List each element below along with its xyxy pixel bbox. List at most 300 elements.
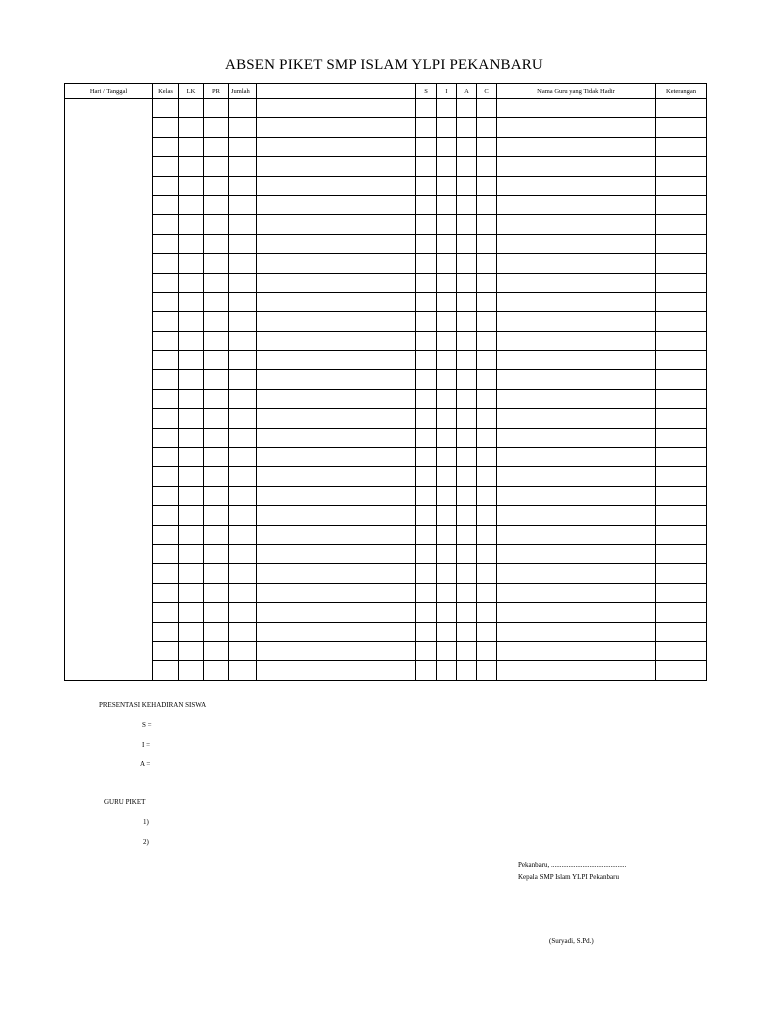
table-cell — [179, 157, 204, 176]
table-cell — [153, 389, 179, 408]
table-cell — [257, 603, 416, 622]
header-kelas: Kelas — [153, 84, 179, 99]
table-cell — [416, 544, 437, 563]
table-cell — [437, 254, 457, 273]
table-cell — [656, 467, 707, 486]
table-cell — [257, 234, 416, 253]
table-cell — [179, 641, 204, 660]
table-row — [65, 467, 707, 486]
table-cell — [229, 292, 257, 311]
table-cell — [656, 273, 707, 292]
table-cell — [179, 544, 204, 563]
table-cell — [229, 622, 257, 641]
table-cell — [497, 234, 656, 253]
table-cell — [416, 234, 437, 253]
table-cell — [153, 176, 179, 195]
attendance-s-label: S = — [142, 721, 152, 729]
table-row — [65, 603, 707, 622]
table-cell — [204, 370, 229, 389]
table-cell — [656, 195, 707, 214]
table-cell — [437, 525, 457, 544]
table-cell — [457, 370, 477, 389]
table-cell — [257, 118, 416, 137]
header-i: I — [437, 84, 457, 99]
table-cell — [229, 409, 257, 428]
table-cell — [153, 312, 179, 331]
table-header-row — [65, 84, 707, 99]
table-row — [65, 641, 707, 660]
table-cell — [179, 506, 204, 525]
table-cell — [437, 409, 457, 428]
attendance-i-label: I = — [142, 741, 151, 749]
table-row — [65, 370, 707, 389]
table-cell — [153, 234, 179, 253]
table-cell — [437, 506, 457, 525]
attendance-a-label: A = — [140, 760, 151, 768]
table-cell — [179, 254, 204, 273]
table-cell — [229, 331, 257, 350]
table-cell — [204, 603, 229, 622]
table-cell — [257, 448, 416, 467]
table-cell — [477, 583, 497, 602]
table-cell — [497, 641, 656, 660]
table-cell — [179, 389, 204, 408]
table-cell — [457, 506, 477, 525]
table-cell — [179, 99, 204, 118]
table-cell — [153, 641, 179, 660]
header-pr: PR — [204, 84, 229, 99]
table-cell — [204, 351, 229, 370]
table-cell — [477, 622, 497, 641]
table-cell — [656, 544, 707, 563]
table-cell — [257, 331, 416, 350]
table-cell — [179, 312, 204, 331]
table-cell — [229, 195, 257, 214]
table-cell — [257, 564, 416, 583]
table-cell — [153, 195, 179, 214]
table-cell — [204, 331, 229, 350]
table-cell — [477, 544, 497, 563]
table-cell — [437, 176, 457, 195]
guru-piket-item-1: 1) — [143, 818, 149, 826]
table-cell — [457, 215, 477, 234]
table-cell — [416, 137, 437, 156]
table-cell — [457, 176, 477, 195]
table-cell — [204, 544, 229, 563]
table-row — [65, 544, 707, 563]
table-cell — [204, 467, 229, 486]
table-cell — [656, 176, 707, 195]
table-cell — [497, 525, 656, 544]
table-cell — [656, 234, 707, 253]
table-cell — [497, 409, 656, 428]
table-cell — [416, 99, 437, 118]
table-row — [65, 661, 707, 680]
table-cell — [153, 351, 179, 370]
table-cell — [153, 486, 179, 505]
table-cell — [437, 331, 457, 350]
table-cell — [153, 467, 179, 486]
table-cell — [497, 215, 656, 234]
table-row — [65, 312, 707, 331]
table-cell — [229, 99, 257, 118]
table-cell — [229, 641, 257, 660]
table-cell — [477, 641, 497, 660]
table-cell — [416, 157, 437, 176]
table-cell — [477, 370, 497, 389]
table-cell — [229, 234, 257, 253]
table-cell — [179, 661, 204, 680]
table-cell — [437, 389, 457, 408]
table-cell — [497, 118, 656, 137]
table-cell — [229, 448, 257, 467]
header-keterangan: Keterangan — [656, 84, 707, 99]
table-cell — [497, 506, 656, 525]
table-cell — [257, 544, 416, 563]
table-cell — [204, 215, 229, 234]
table-row — [65, 525, 707, 544]
table-cell — [204, 583, 229, 602]
table-row — [65, 331, 707, 350]
table-cell — [416, 525, 437, 544]
table-cell — [437, 428, 457, 447]
table-cell — [416, 486, 437, 505]
table-row — [65, 622, 707, 641]
table-cell — [437, 641, 457, 660]
table-cell — [477, 448, 497, 467]
table-cell — [204, 312, 229, 331]
table-cell — [656, 506, 707, 525]
table-cell — [204, 137, 229, 156]
table-cell — [497, 370, 656, 389]
table-cell — [477, 389, 497, 408]
table-cell — [179, 467, 204, 486]
table-cell — [497, 603, 656, 622]
table-cell — [457, 448, 477, 467]
table-row — [65, 448, 707, 467]
table-cell — [229, 661, 257, 680]
table-cell — [457, 544, 477, 563]
table-cell — [477, 99, 497, 118]
table-cell — [179, 215, 204, 234]
table-cell — [153, 331, 179, 350]
table-row — [65, 273, 707, 292]
page-title: ABSEN PIKET SMP ISLAM YLPI PEKANBARU — [225, 57, 543, 73]
table-cell — [656, 215, 707, 234]
table-cell — [457, 428, 477, 447]
table-row — [65, 583, 707, 602]
table-cell — [257, 622, 416, 641]
table-cell — [437, 273, 457, 292]
table-cell — [656, 486, 707, 505]
header-jumlah: Jumlah — [229, 84, 257, 99]
table-cell — [416, 273, 437, 292]
table-cell — [656, 448, 707, 467]
table-cell — [437, 486, 457, 505]
table-cell — [437, 583, 457, 602]
table-cell — [477, 506, 497, 525]
table-cell — [204, 118, 229, 137]
table-cell — [229, 351, 257, 370]
table-cell — [656, 525, 707, 544]
table-cell — [153, 525, 179, 544]
table-cell — [204, 564, 229, 583]
table-cell — [437, 137, 457, 156]
table-cell — [204, 234, 229, 253]
table-cell — [437, 157, 457, 176]
table-cell — [179, 234, 204, 253]
table-cell — [179, 486, 204, 505]
table-cell — [153, 409, 179, 428]
table-cell — [477, 312, 497, 331]
table-cell — [257, 486, 416, 505]
table-cell — [457, 583, 477, 602]
table-cell — [179, 564, 204, 583]
table-cell — [497, 176, 656, 195]
table-cell — [437, 448, 457, 467]
table-row — [65, 292, 707, 311]
table-cell — [416, 409, 437, 428]
table-cell — [497, 331, 656, 350]
table-cell — [457, 389, 477, 408]
table-cell — [457, 118, 477, 137]
table-cell — [229, 273, 257, 292]
table-cell — [477, 118, 497, 137]
table-cell — [437, 544, 457, 563]
table-cell — [656, 370, 707, 389]
table-cell — [229, 544, 257, 563]
table-row — [65, 486, 707, 505]
table-cell — [179, 428, 204, 447]
table-cell — [257, 99, 416, 118]
table-cell — [416, 331, 437, 350]
table-cell — [204, 254, 229, 273]
table-cell — [153, 506, 179, 525]
table-cell — [257, 641, 416, 660]
table-cell — [229, 467, 257, 486]
table-cell — [656, 564, 707, 583]
table-cell — [477, 195, 497, 214]
table-row — [65, 428, 707, 447]
table-cell — [497, 273, 656, 292]
header-lk: LK — [179, 84, 204, 99]
table-cell — [153, 215, 179, 234]
table-row — [65, 564, 707, 583]
table-cell — [457, 409, 477, 428]
table-cell — [437, 622, 457, 641]
table-cell — [153, 448, 179, 467]
table-cell — [497, 486, 656, 505]
table-cell — [229, 428, 257, 447]
table-cell — [656, 641, 707, 660]
table-row — [65, 176, 707, 195]
table-cell — [477, 176, 497, 195]
table-cell — [257, 428, 416, 447]
table-cell — [497, 428, 656, 447]
table-cell — [497, 544, 656, 563]
table-cell — [416, 176, 437, 195]
table-row — [65, 409, 707, 428]
table-cell — [257, 312, 416, 331]
table-cell — [257, 176, 416, 195]
table-cell — [656, 118, 707, 137]
table-cell — [179, 409, 204, 428]
table-cell — [179, 195, 204, 214]
table-cell — [477, 292, 497, 311]
table-cell — [437, 99, 457, 118]
table-row — [65, 234, 707, 253]
table-cell — [457, 351, 477, 370]
table-cell — [229, 176, 257, 195]
table-cell — [204, 292, 229, 311]
table-cell — [477, 661, 497, 680]
table-cell — [477, 234, 497, 253]
table-cell — [204, 157, 229, 176]
table-cell — [457, 99, 477, 118]
table-cell — [497, 137, 656, 156]
table-cell — [497, 157, 656, 176]
table-cell — [229, 370, 257, 389]
table-cell — [437, 661, 457, 680]
table-cell — [457, 564, 477, 583]
table-cell — [153, 603, 179, 622]
table-cell — [437, 467, 457, 486]
table-cell — [257, 195, 416, 214]
table-cell — [656, 331, 707, 350]
table-cell — [656, 622, 707, 641]
table-cell — [437, 370, 457, 389]
table-cell — [497, 254, 656, 273]
table-cell — [204, 486, 229, 505]
table-cell — [204, 525, 229, 544]
table-cell — [257, 506, 416, 525]
table-cell — [229, 486, 257, 505]
table-cell — [257, 661, 416, 680]
table-cell — [656, 661, 707, 680]
table-cell — [153, 118, 179, 137]
attendance-heading: PRESENTASI KEHADIRAN SISWA — [99, 701, 207, 709]
table-cell — [437, 351, 457, 370]
table-cell — [477, 254, 497, 273]
table-cell — [416, 312, 437, 331]
table-cell — [457, 157, 477, 176]
table-cell — [204, 641, 229, 660]
table-row — [65, 215, 707, 234]
table-cell — [229, 525, 257, 544]
table-cell — [656, 157, 707, 176]
guru-piket-item-2: 2) — [143, 838, 149, 846]
table-cell — [457, 641, 477, 660]
table-cell — [656, 351, 707, 370]
table-cell — [229, 603, 257, 622]
table-cell — [204, 506, 229, 525]
table-row — [65, 506, 707, 525]
table-cell — [416, 254, 437, 273]
table-cell — [257, 467, 416, 486]
table-cell — [229, 118, 257, 137]
table-cell — [437, 234, 457, 253]
table-cell — [656, 603, 707, 622]
table-cell — [477, 137, 497, 156]
header-nama-guru: Nama Guru yang Tidak Hadir — [497, 84, 656, 99]
table-cell — [416, 564, 437, 583]
table-cell — [179, 603, 204, 622]
table-cell — [153, 137, 179, 156]
table-cell — [477, 331, 497, 350]
table-cell — [477, 428, 497, 447]
table-cell — [257, 137, 416, 156]
table-cell — [477, 409, 497, 428]
table-cell — [437, 195, 457, 214]
table-cell — [204, 661, 229, 680]
table-cell — [204, 389, 229, 408]
table-cell — [416, 467, 437, 486]
table-row — [65, 157, 707, 176]
table-row — [65, 137, 707, 156]
table-cell — [179, 448, 204, 467]
table-cell — [457, 661, 477, 680]
table-cell — [457, 234, 477, 253]
table-cell — [153, 564, 179, 583]
table-cell — [416, 641, 437, 660]
table-cell — [153, 583, 179, 602]
table-cell — [416, 215, 437, 234]
table-cell — [457, 254, 477, 273]
table-cell — [179, 622, 204, 641]
table-cell — [437, 292, 457, 311]
table-cell — [437, 603, 457, 622]
table-cell — [204, 273, 229, 292]
table-cell — [477, 467, 497, 486]
table-cell — [416, 428, 437, 447]
table-cell — [497, 467, 656, 486]
table-cell — [497, 389, 656, 408]
table-cell — [437, 118, 457, 137]
table-cell — [257, 583, 416, 602]
table-cell — [497, 99, 656, 118]
table-cell — [457, 273, 477, 292]
table-cell — [179, 525, 204, 544]
table-cell — [204, 99, 229, 118]
table-cell — [457, 467, 477, 486]
table-cell — [179, 351, 204, 370]
table-cell — [229, 389, 257, 408]
table-cell — [656, 254, 707, 273]
hari-tanggal-cell — [65, 99, 153, 681]
table-cell — [229, 312, 257, 331]
table-cell — [477, 273, 497, 292]
table-row — [65, 195, 707, 214]
table-cell — [179, 118, 204, 137]
table-cell — [416, 583, 437, 602]
table-cell — [416, 118, 437, 137]
table-cell — [497, 448, 656, 467]
table-cell — [257, 215, 416, 234]
table-cell — [416, 622, 437, 641]
table-cell — [153, 157, 179, 176]
table-cell — [229, 215, 257, 234]
attendance-table — [64, 83, 707, 681]
table-cell — [257, 389, 416, 408]
table-cell — [457, 195, 477, 214]
table-cell — [477, 564, 497, 583]
table-cell — [457, 331, 477, 350]
table-cell — [257, 351, 416, 370]
table-cell — [204, 622, 229, 641]
table-cell — [257, 409, 416, 428]
table-cell — [204, 176, 229, 195]
table-cell — [656, 409, 707, 428]
